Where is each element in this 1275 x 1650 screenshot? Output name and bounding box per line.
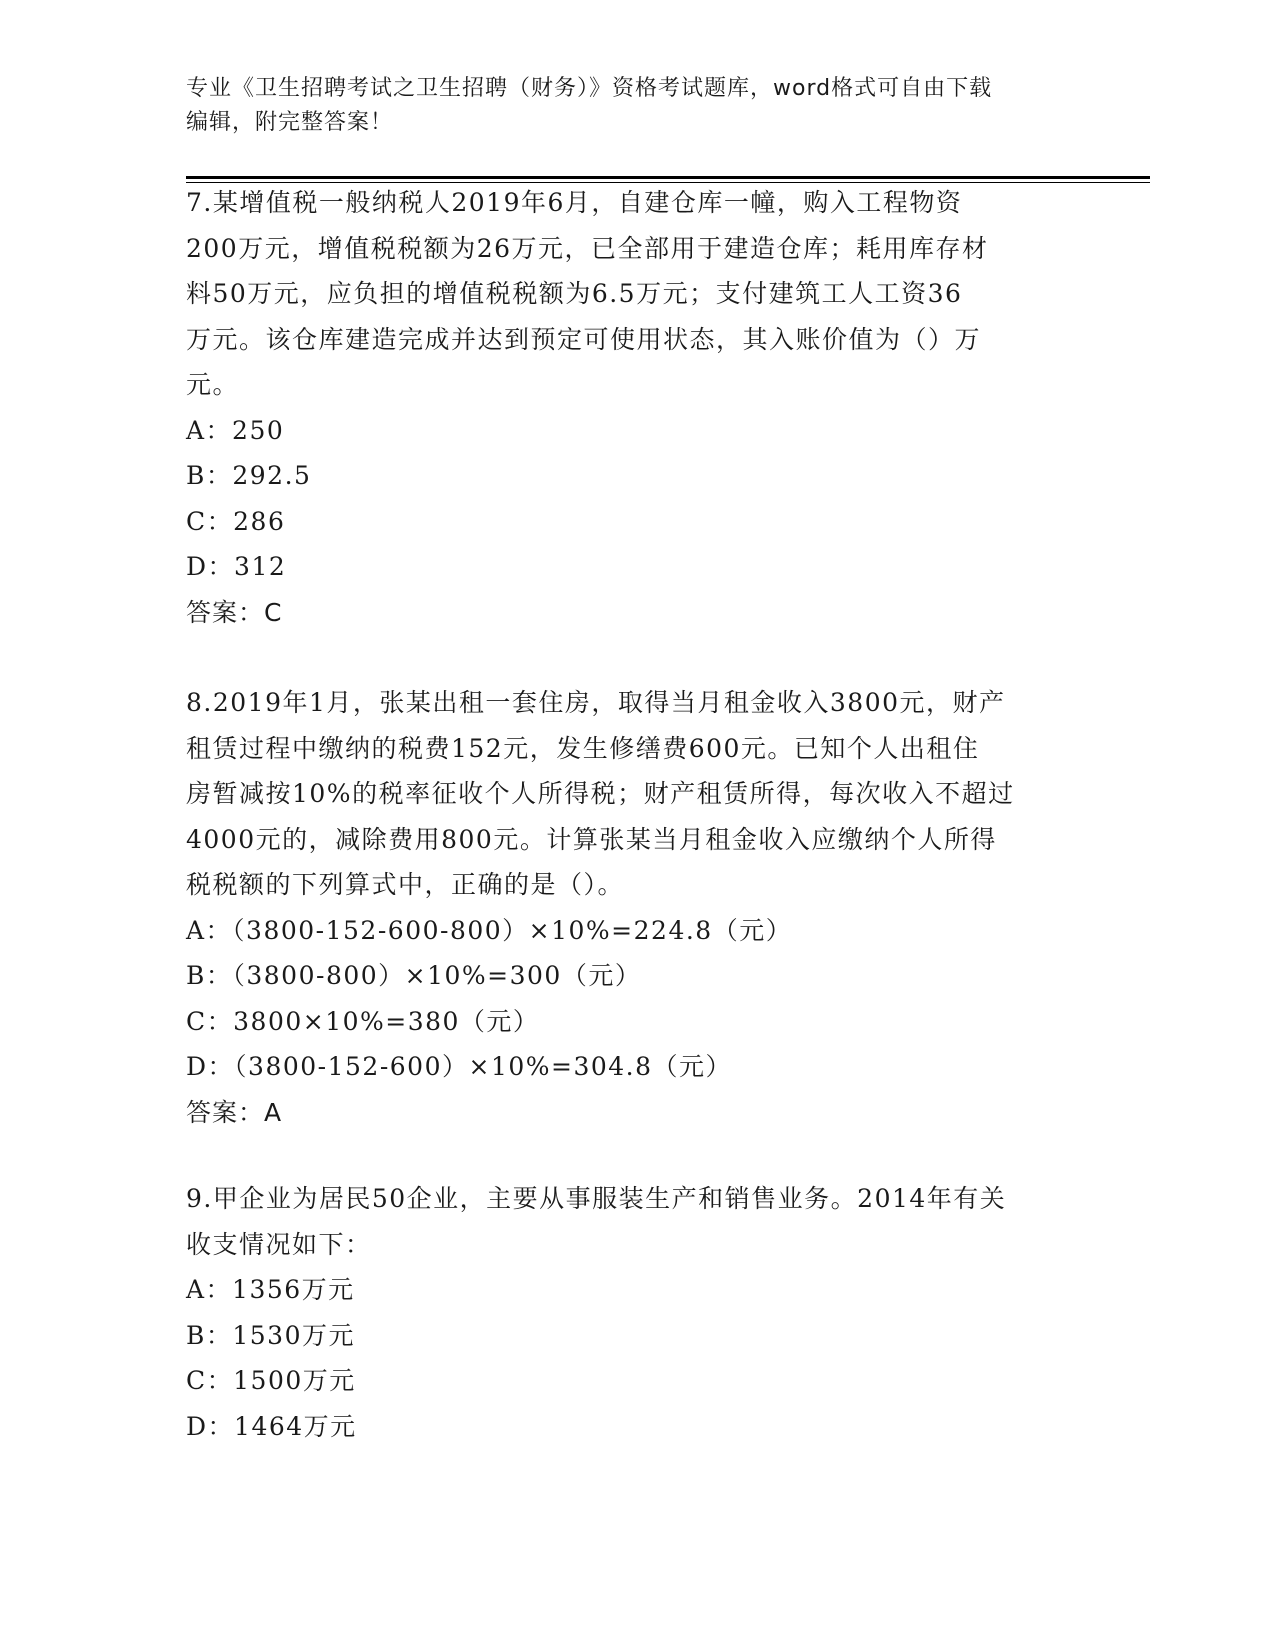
question-8 [186, 680, 1086, 1135]
question-stem: 9.甲企业为居民50企业，主要从事服装生产和销售业务。2014年有关 收支情况如下： [186, 1184, 1007, 1259]
option-a: A：250 [186, 415, 285, 445]
header-divider-thick [186, 176, 1150, 179]
option-c: C：3800×10%=380（元） [186, 1006, 540, 1036]
option-d: D：1464万元 [186, 1411, 357, 1441]
question-stem: 8.2019年1月，张某出租一套住房，取得当月租金收入3800元，财产 租赁过程中缴纳的税费152元，发生修缮费600元。已知个人出租住 房暂减按10%的税率征收个人所得税；财产租赁所得，每次收入不超过 4000元的，减除费用800元。计算张某当月租金收入应缴纳个人所得 税税额的下列算式中，正确的是（）。 [186, 688, 1015, 899]
option-d: D：312 [186, 552, 287, 581]
option-c: C：1500万元 [186, 1366, 356, 1395]
question-9 [186, 1176, 1086, 1449]
option-a: A：（3800-152-600-800）×10%=224.8（元） [186, 915, 793, 945]
option-b: B：292.5 [186, 461, 312, 490]
option-a: A：1356万元 [186, 1275, 355, 1304]
option-d: D：（3800-152-600）×10%=304.8（元） [186, 1052, 733, 1081]
answer-line: 答案：C [186, 597, 283, 627]
question-7 [186, 180, 1086, 635]
answer-line: 答案：A [186, 1097, 283, 1127]
document-header: 专业《卫生招聘考试之卫生招聘（财务）》资格考试题库，word格式可自由下载 编辑，附完整答案！ [186, 76, 993, 135]
option-b: B：1530万元 [186, 1320, 355, 1350]
option-c: C：286 [186, 506, 286, 536]
option-b: B：（3800-800）×10%=300（元） [186, 961, 642, 990]
question-stem: 7.某增值税一般纳税人2019年6月，自建仓库一幢，购入工程物资 200万元，增值税税额为26万元，已全部用于建造仓库；耗用库存材 料50万元，应负担的增值税税额为6.5万元；支付建筑工人工资36 万元。该仓库建造完成并达到预定可使用状态，其入账价值为（）万 元。 [186, 188, 989, 399]
